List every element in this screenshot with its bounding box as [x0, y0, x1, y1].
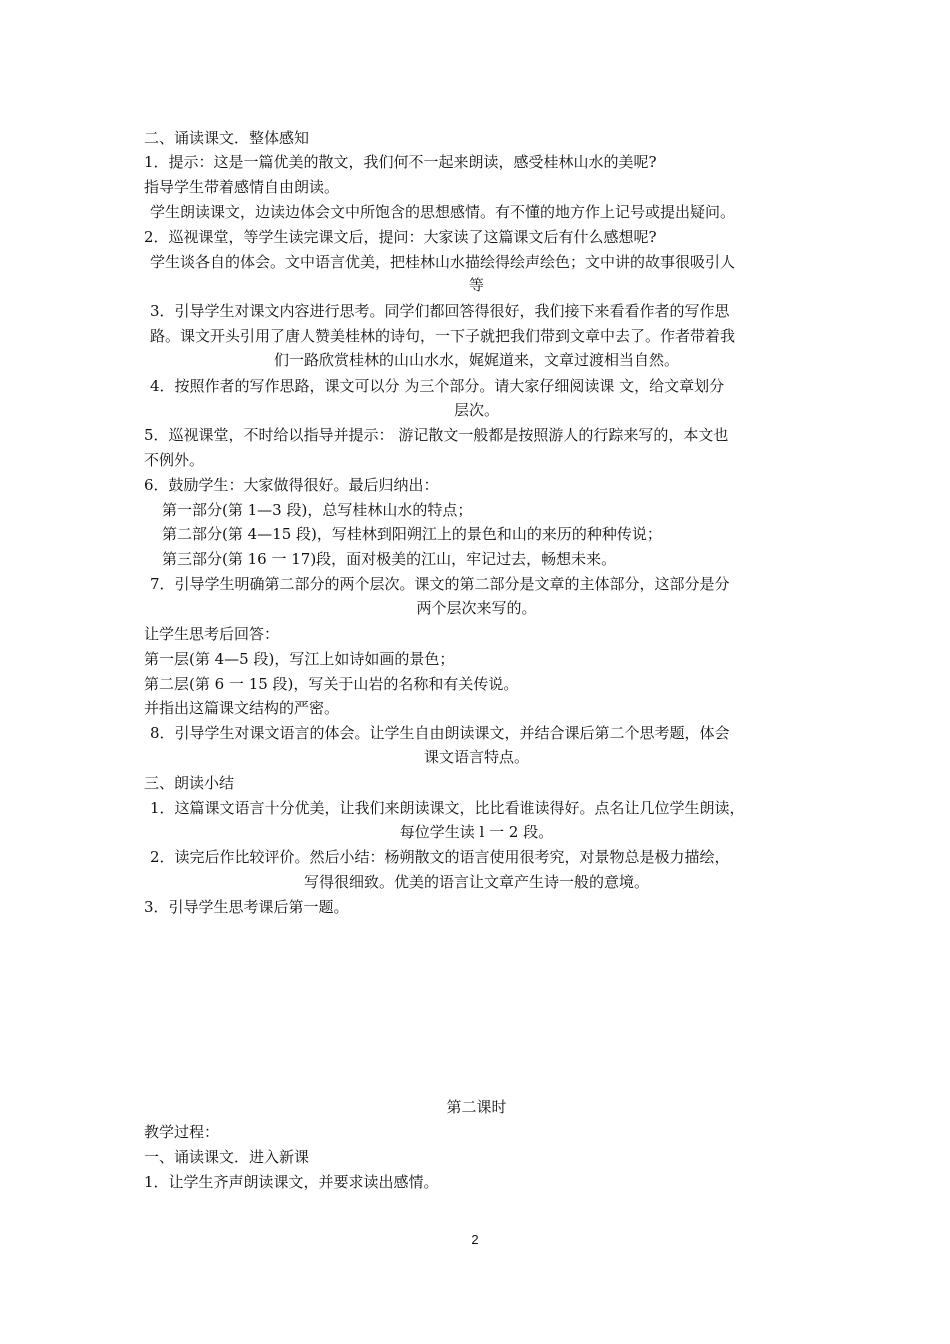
paragraph-line: 1．让学生齐声朗读课文，并要求读出感情。 [144, 1173, 439, 1191]
paragraph-line: 让学生思考后回答： [144, 625, 280, 643]
paragraph-line: 教学过程： [144, 1123, 220, 1141]
paragraph-line-centered: 课文语言特点。 [423, 748, 529, 766]
paragraph-line: 8．引导学生对课文语言的体会。让学生自由朗读课文，并结合课后第二个思考题，体会 [150, 724, 730, 742]
paragraph-line: 1．这篇课文语言十分优美，让我们来朗读课文，比比看谁读得好。点名让几位学生朗读， [150, 799, 745, 817]
paragraph-line: 路。课文开头引用了唐人赞美桂林的诗句，一下子就把我们带到文章中去了。作者带着我 [150, 327, 736, 345]
paragraph-line: 第二部分(第 4—15 段)，写桂林到阳朔江上的景色和山的来历的种种传说； [162, 525, 662, 543]
paragraph-line: 第三部分(第 16 一 17)段，面对极美的江山，牢记过去，畅想未来。 [162, 550, 617, 568]
paragraph-line: 1．提示：这是一篇优美的散文，我们何不一起来朗读，感受桂林山水的美呢? [144, 153, 657, 171]
paragraph-line-centered: 每位学生读 l 一 2 段。 [399, 823, 554, 841]
paragraph-line-centered: 等 [468, 276, 484, 294]
paragraph-line: 2．巡视课堂，等学生读完课文后，提问：大家读了这篇课文后有什么感想呢? [144, 228, 657, 246]
paragraph-line-centered: 们一路欣赏桂林的山山水水，娓娓道来，文章过渡相当自然。 [273, 351, 679, 369]
paragraph-line: 5．巡视课堂，不时给以指导并提示： 游记散文一般都是按照游人的行踪来写的，本文也 [144, 426, 729, 444]
lesson-title: 第二课时 [446, 1098, 507, 1116]
paragraph-line-centered: 两个层次来写的。 [416, 599, 537, 617]
paragraph-line: 学生朗读课文，边读边体会文中所饱含的思想感情。有不懂的地方作上记号或提出疑问。 [150, 203, 736, 221]
paragraph-line: 7．引导学生明确第二部分的两个层次。课文的第二部分是文章的主体部分，这部分是分 [150, 575, 730, 593]
paragraph-line-centered: 写得很细致。优美的语言让文章产生诗一般的意境。 [303, 873, 649, 891]
section-heading-summary: 三、朗读小结 [144, 774, 235, 792]
paragraph-line: 6．鼓励学生：大家做得很好。最后归纳出： [144, 476, 439, 494]
paragraph-line: 3．引导学生对课文内容进行思考。同学们都回答得很好，我们接下来看看作者的写作思 [150, 302, 730, 320]
paragraph-line: 2．读完后作比较评价。然后小结：杨朔散文的语言使用很考究，对景物总是极力描绘， [150, 848, 730, 866]
paragraph-line: 第一层(第 4—5 段)，写江上如诗如画的景色； [144, 650, 455, 668]
page-number: 2 [471, 1232, 479, 1247]
paragraph-line: 第二层(第 6 一 15 段)，写关于山岩的名称和有关传说。 [144, 675, 519, 693]
paragraph-line: 并指出这篇课文结构的严密。 [144, 699, 340, 717]
paragraph-line: 3．引导学生思考课后第一题。 [144, 898, 349, 916]
paragraph-line-centered: 层次。 [453, 401, 499, 419]
paragraph-line: 学生谈各自的体会。文中语言优美，把桂林山水描绘得绘声绘色；文中讲的故事很吸引人 [150, 253, 736, 271]
section-heading-recite: 二、诵读课文．整体感知 [144, 129, 310, 147]
paragraph-line: 4．按照作者的写作思路，课文可以分 为三个部分。请大家仔细阅读课 文，给文章划分 [150, 377, 725, 395]
paragraph-line: 第一部分(第 1—3 段)，总写桂林山水的特点； [162, 501, 473, 519]
section-heading-new-lesson: 一、诵读课文．进入新课 [144, 1148, 310, 1166]
paragraph-line: 指导学生带着感情自由朗读。 [144, 178, 340, 196]
paragraph-line: 不例外。 [144, 451, 205, 469]
